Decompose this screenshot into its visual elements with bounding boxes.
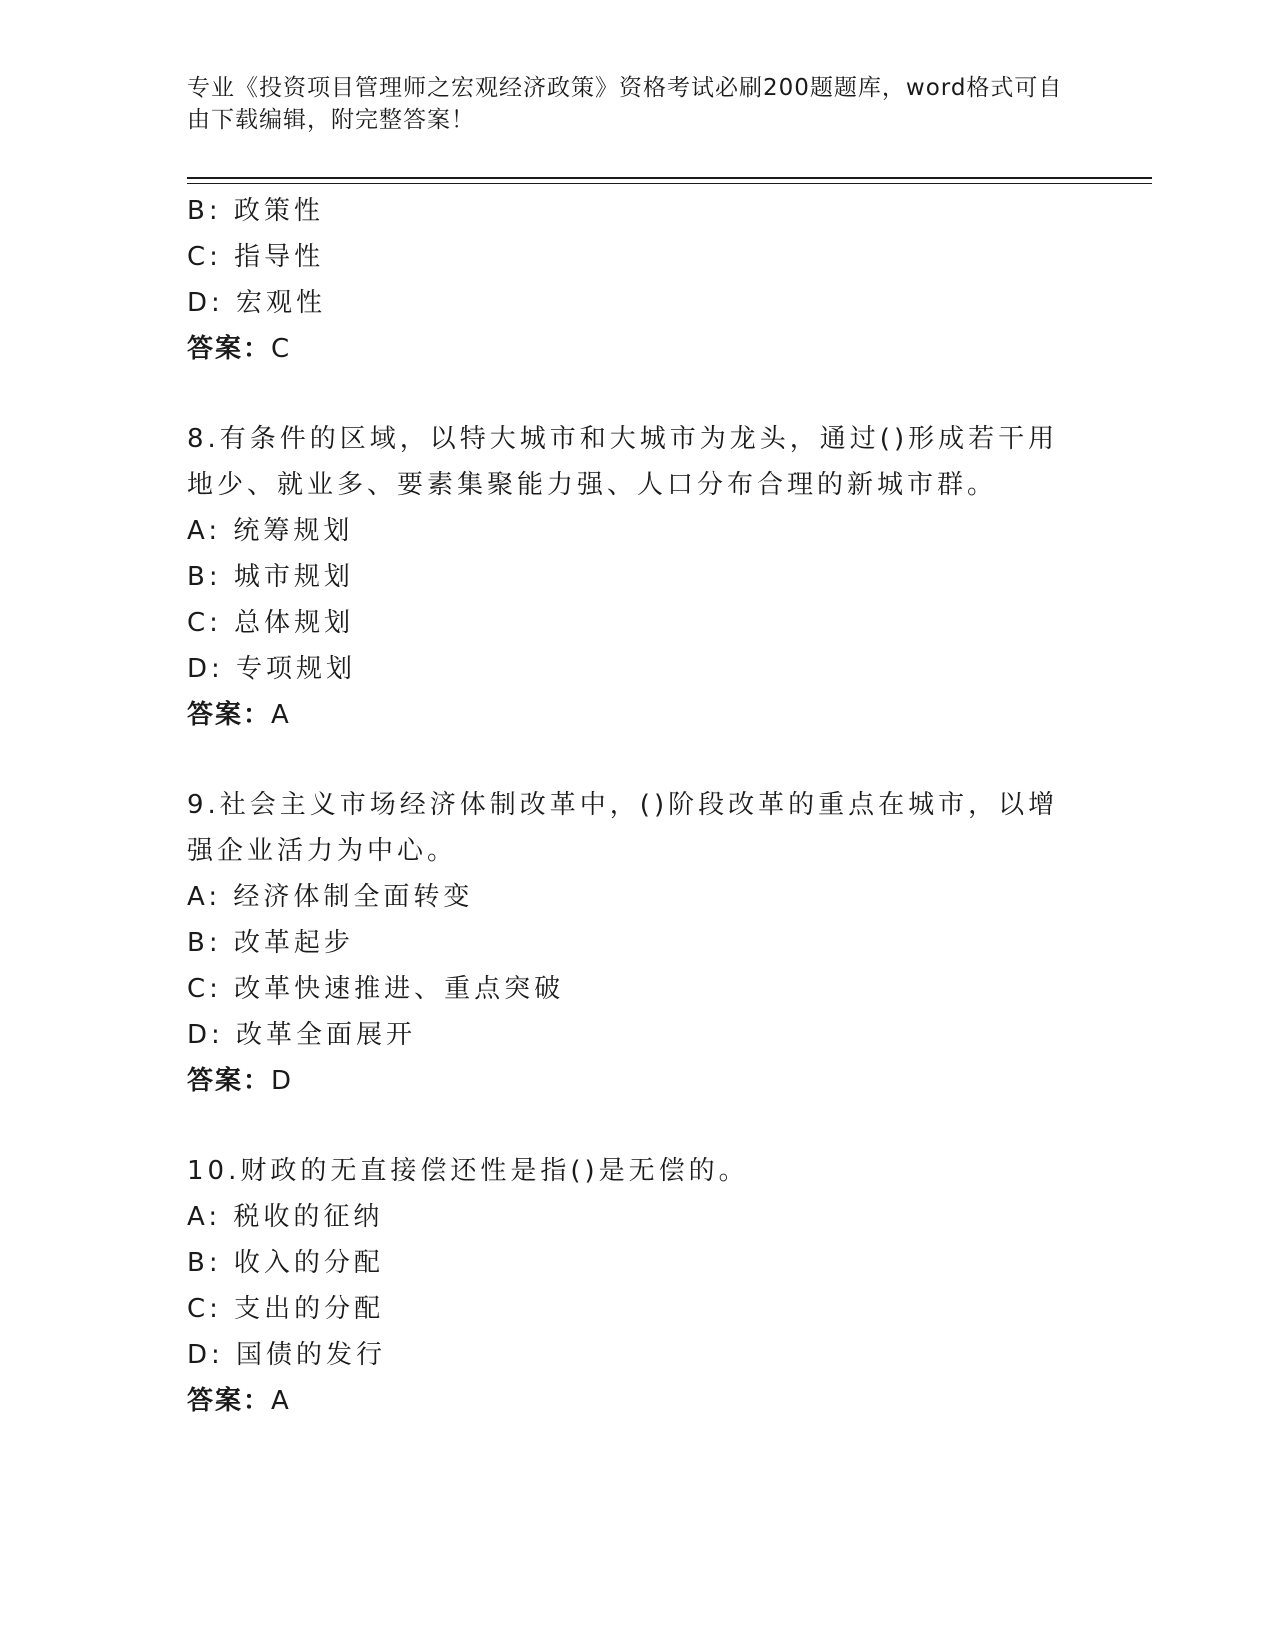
- option-b: B: 城市规划: [187, 562, 354, 592]
- option-d: D: 专项规划: [187, 654, 357, 684]
- answer-line: [187, 692, 1067, 738]
- question-list: [187, 188, 1067, 1424]
- option-b: B: 改革起步: [187, 928, 354, 958]
- option-d: D: 宏观性: [187, 288, 327, 318]
- answer-label: 答案：: [187, 1386, 272, 1416]
- answer-line: [187, 1378, 1067, 1424]
- option-a: A: 税收的征纳: [187, 1202, 384, 1232]
- answer-value: A: [271, 700, 291, 730]
- header-divider: [187, 177, 1152, 184]
- answer-value: A: [271, 1386, 291, 1416]
- option-c: C: 改革快速推进、重点突破: [187, 974, 565, 1004]
- answer-line: [187, 326, 1067, 372]
- question-9: [187, 782, 1067, 1104]
- answer-label: 答案：: [187, 1066, 272, 1096]
- answer-value: C: [271, 334, 292, 364]
- question-text: 8.有条件的区域，以特大城市和大城市为龙头，通过()形成若干用地少、就业多、要素集聚能力强、人口分布合理的新城市群。: [187, 424, 1059, 500]
- answer-line: [187, 1058, 1067, 1104]
- option-c: C: 指导性: [187, 242, 325, 272]
- option-b: B: 政策性: [187, 196, 324, 226]
- answer-label: 答案：: [187, 700, 272, 730]
- option-a: A: 经济体制全面转变: [187, 882, 474, 912]
- question-8: [187, 416, 1067, 738]
- question-10: [187, 1148, 1067, 1424]
- option-c: C: 支出的分配: [187, 1294, 385, 1324]
- option-b: B: 收入的分配: [187, 1248, 384, 1278]
- answer-value: D: [271, 1066, 294, 1096]
- option-c: C: 总体规划: [187, 608, 355, 638]
- question-7: [187, 188, 1067, 372]
- option-d: D: 改革全面展开: [187, 1020, 417, 1050]
- question-text: 10.财政的无直接偿还性是指()是无偿的。: [187, 1156, 749, 1186]
- option-a: A: 统筹规划: [187, 516, 354, 546]
- page-header: 专业《投资项目管理师之宏观经济政策》资格考试必刷200题题库，word格式可自由下载编辑，附完整答案！: [187, 75, 1063, 133]
- answer-label: 答案：: [187, 334, 272, 364]
- option-d: D: 国债的发行: [187, 1340, 387, 1370]
- question-text: 9.社会主义市场经济体制改革中，()阶段改革的重点在城市，以增强企业活力为中心。: [187, 790, 1059, 866]
